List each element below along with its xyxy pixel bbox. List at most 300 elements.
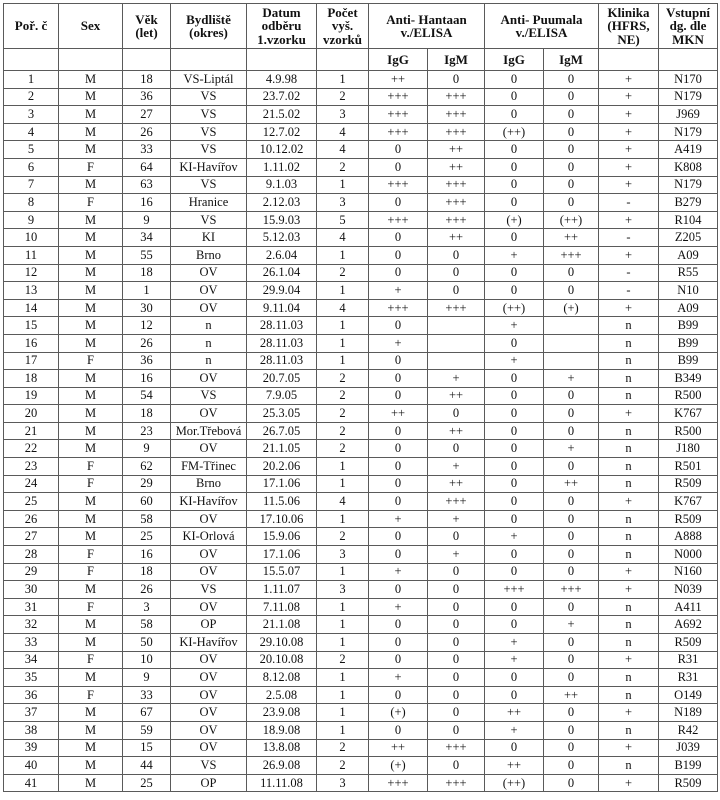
cell-puumala-igm [544,352,599,370]
cell-sex: F [59,458,123,476]
cell-puumala-igm: + [544,370,599,388]
cell-diagnosis: R104 [659,211,718,229]
cell-puumala-igm: 0 [544,634,599,652]
cell-clinic: n [599,546,659,564]
cell-order: 25 [4,493,59,511]
cell-sample-date: 17.1.06 [247,546,317,564]
table-row [4,334,718,352]
cell-puumala-igm: 0 [544,510,599,528]
cell-order: 13 [4,282,59,300]
cell-sample-count: 5 [317,211,369,229]
cell-age: 33 [123,141,171,159]
cell-age: 26 [123,581,171,599]
header-anti-puumala: Anti- Puumala v./ELISA [485,4,599,49]
cell-hantaan-igg: +++ [369,211,428,229]
cell-sample-count: 3 [317,546,369,564]
cell-residence: OV [171,405,247,423]
cell-sex: M [59,422,123,440]
cell-residence: VS-Liptál [171,71,247,89]
subheader-blank [4,49,59,71]
cell-sample-date: 21.5.02 [247,106,317,124]
cell-hantaan-igm: +++ [428,774,485,792]
cell-age: 3 [123,598,171,616]
cell-hantaan-igm: + [428,510,485,528]
cell-sample-date: 7.11.08 [247,598,317,616]
cell-diagnosis: J039 [659,739,718,757]
cell-clinic: n [599,422,659,440]
cell-puumala-igm: 0 [544,71,599,89]
cell-hantaan-igm: +++ [428,194,485,212]
cell-sex: M [59,229,123,247]
cell-puumala-igg: 0 [485,370,544,388]
table-row [4,721,718,739]
cell-hantaan-igm: 0 [428,405,485,423]
subheader-blank [247,49,317,71]
cell-clinic: n [599,598,659,616]
cell-sample-date: 29.9.04 [247,282,317,300]
cell-puumala-igg: 0 [485,194,544,212]
cell-residence: OV [171,669,247,687]
cell-diagnosis: R509 [659,634,718,652]
cell-sex: M [59,71,123,89]
cell-puumala-igm: 0 [544,141,599,159]
table-row [4,405,718,423]
cell-hantaan-igg: + [369,563,428,581]
cell-sex: M [59,88,123,106]
cell-sex: M [59,405,123,423]
cell-residence: Brno [171,475,247,493]
cell-hantaan-igg: 0 [369,422,428,440]
cell-hantaan-igg: (+) [369,704,428,722]
cell-age: 50 [123,634,171,652]
cell-hantaan-igg: 0 [369,387,428,405]
cell-diagnosis: B99 [659,352,718,370]
subheader-puumala-igg: IgG [485,49,544,71]
cell-order: 41 [4,774,59,792]
cell-age: 16 [123,194,171,212]
cell-diagnosis: R500 [659,387,718,405]
cell-puumala-igg: + [485,651,544,669]
cell-hantaan-igm: 0 [428,757,485,775]
cell-sample-count: 1 [317,563,369,581]
cell-order: 9 [4,211,59,229]
table-row [4,106,718,124]
cell-sample-date: 26.1.04 [247,264,317,282]
cell-residence: KI-Havířov [171,493,247,511]
cell-age: 54 [123,387,171,405]
cell-hantaan-igm: 0 [428,440,485,458]
cell-age: 62 [123,458,171,476]
cell-sample-count: 1 [317,598,369,616]
cell-hantaan-igm: ++ [428,229,485,247]
cell-puumala-igg: 0 [485,475,544,493]
cell-hantaan-igg: 0 [369,686,428,704]
cell-puumala-igm: 0 [544,282,599,300]
cell-residence: VS [171,123,247,141]
cell-sample-count: 2 [317,405,369,423]
cell-puumala-igg: 0 [485,158,544,176]
cell-order: 21 [4,422,59,440]
cell-residence: VS [171,106,247,124]
cell-clinic: n [599,387,659,405]
cell-hantaan-igm: ++ [428,422,485,440]
cell-residence: OV [171,370,247,388]
table-row [4,528,718,546]
cell-puumala-igm: 0 [544,704,599,722]
cell-puumala-igg: + [485,721,544,739]
cell-diagnosis: R501 [659,458,718,476]
cell-hantaan-igm: 0 [428,71,485,89]
cell-clinic: n [599,528,659,546]
cell-residence: KI [171,229,247,247]
cell-sex: F [59,598,123,616]
cell-puumala-igm: (+) [544,299,599,317]
cell-age: 64 [123,158,171,176]
cell-hantaan-igg: 0 [369,141,428,159]
cell-hantaan-igg: 0 [369,264,428,282]
cell-puumala-igg: (++) [485,123,544,141]
cell-sample-count: 1 [317,475,369,493]
cell-diagnosis: B279 [659,194,718,212]
cell-residence: VS [171,387,247,405]
cell-sample-count: 2 [317,528,369,546]
cell-hantaan-igg: + [369,334,428,352]
cell-hantaan-igg: 0 [369,721,428,739]
cell-sample-date: 15.9.03 [247,211,317,229]
cell-age: 18 [123,264,171,282]
cell-sample-date: 4.9.98 [247,71,317,89]
cell-residence: OV [171,721,247,739]
cell-sample-count: 3 [317,194,369,212]
cell-order: 16 [4,334,59,352]
cell-sample-date: 7.9.05 [247,387,317,405]
cell-puumala-igg: ++ [485,757,544,775]
cell-residence: OV [171,264,247,282]
cell-puumala-igm: 0 [544,774,599,792]
cell-sample-date: 9.11.04 [247,299,317,317]
cell-sex: F [59,546,123,564]
cell-order: 1 [4,71,59,89]
table-row [4,493,718,511]
cell-puumala-igm: 0 [544,546,599,564]
cell-puumala-igm: 0 [544,721,599,739]
cell-puumala-igg: 0 [485,493,544,511]
cell-hantaan-igg: +++ [369,88,428,106]
cell-sex: M [59,141,123,159]
table-row [4,686,718,704]
cell-hantaan-igm [428,334,485,352]
cell-age: 25 [123,774,171,792]
cell-order: 27 [4,528,59,546]
cell-hantaan-igg: (+) [369,757,428,775]
cell-puumala-igm: 0 [544,176,599,194]
cell-hantaan-igg: +++ [369,106,428,124]
cell-age: 18 [123,71,171,89]
cell-puumala-igm: 0 [544,194,599,212]
cell-sample-count: 1 [317,246,369,264]
cell-sample-count: 1 [317,704,369,722]
cell-puumala-igg: + [485,317,544,335]
header-anti-hantaan: Anti- Hantaan v./ELISA [369,4,485,49]
cell-clinic: + [599,299,659,317]
cell-puumala-igg: + [485,246,544,264]
cell-puumala-igm: 0 [544,88,599,106]
cell-order: 10 [4,229,59,247]
table-row [4,211,718,229]
cell-clinic: n [599,317,659,335]
cell-order: 20 [4,405,59,423]
subheader-row [4,49,718,71]
cell-hantaan-igg: 0 [369,246,428,264]
cell-residence: Hranice [171,194,247,212]
cell-diagnosis: N179 [659,176,718,194]
cell-sample-count: 1 [317,721,369,739]
cell-residence: n [171,334,247,352]
cell-sample-count: 1 [317,176,369,194]
cell-hantaan-igg: 0 [369,440,428,458]
cell-diagnosis: R31 [659,651,718,669]
cell-sample-date: 2.6.04 [247,246,317,264]
cell-sample-count: 4 [317,299,369,317]
cell-diagnosis: O149 [659,686,718,704]
cell-order: 34 [4,651,59,669]
header-sex: Sex [59,4,123,49]
cell-sex: M [59,334,123,352]
cell-order: 26 [4,510,59,528]
table-row [4,581,718,599]
cell-age: 36 [123,88,171,106]
cell-age: 9 [123,211,171,229]
cell-hantaan-igm: 0 [428,651,485,669]
cell-clinic: + [599,774,659,792]
cell-puumala-igm: 0 [544,422,599,440]
cell-hantaan-igm: + [428,546,485,564]
cell-age: 58 [123,510,171,528]
cell-residence: OV [171,510,247,528]
cell-order: 28 [4,546,59,564]
cell-hantaan-igg: ++ [369,71,428,89]
cell-hantaan-igg: 0 [369,458,428,476]
cell-puumala-igm: 0 [544,669,599,687]
cell-age: 29 [123,475,171,493]
cell-clinic: + [599,651,659,669]
subheader-hantaan-igm: IgM [428,49,485,71]
cell-sex: F [59,158,123,176]
cell-diagnosis: N000 [659,546,718,564]
cell-hantaan-igg: + [369,669,428,687]
cell-sample-date: 1.11.07 [247,581,317,599]
cell-hantaan-igg: +++ [369,774,428,792]
cell-hantaan-igm: + [428,370,485,388]
cell-sample-date: 21.1.05 [247,440,317,458]
table-row [4,757,718,775]
cell-age: 59 [123,721,171,739]
cell-sample-count: 1 [317,71,369,89]
cell-puumala-igg: 0 [485,422,544,440]
cell-diagnosis: N179 [659,88,718,106]
cell-sample-count: 1 [317,634,369,652]
cell-residence: OP [171,774,247,792]
table-row [4,669,718,687]
cell-age: 23 [123,422,171,440]
cell-diagnosis: R500 [659,422,718,440]
cell-puumala-igg: (++) [485,299,544,317]
cell-diagnosis: A692 [659,616,718,634]
cell-puumala-igg: 0 [485,598,544,616]
cell-sample-date: 28.11.03 [247,352,317,370]
cell-puumala-igg: + [485,634,544,652]
cell-residence: OV [171,598,247,616]
cell-puumala-igm: + [544,440,599,458]
cell-puumala-igg: 0 [485,229,544,247]
cell-sex: M [59,634,123,652]
cell-order: 11 [4,246,59,264]
cell-sex: M [59,123,123,141]
cell-age: 26 [123,123,171,141]
cell-sample-count: 4 [317,493,369,511]
header-residence: Bydliště (okres) [171,4,247,49]
cell-order: 38 [4,721,59,739]
cell-clinic: + [599,581,659,599]
cell-clinic: n [599,721,659,739]
cell-sample-count: 2 [317,370,369,388]
cell-hantaan-igm: 0 [428,282,485,300]
cell-puumala-igg: ++ [485,704,544,722]
cell-sex: M [59,176,123,194]
cell-residence: OV [171,651,247,669]
table-row [4,440,718,458]
cell-residence: OV [171,440,247,458]
table-row [4,264,718,282]
cell-sex: M [59,282,123,300]
cell-diagnosis: B349 [659,370,718,388]
cell-puumala-igg: 0 [485,686,544,704]
cell-sex: M [59,211,123,229]
cell-sex: M [59,721,123,739]
cell-sample-date: 15.9.06 [247,528,317,546]
cell-sample-date: 15.5.07 [247,563,317,581]
cell-sex: M [59,774,123,792]
cell-hantaan-igg: 0 [369,352,428,370]
cell-sample-date: 29.10.08 [247,634,317,652]
cell-diagnosis: N179 [659,123,718,141]
cell-sample-count: 1 [317,352,369,370]
cell-hantaan-igm: 0 [428,704,485,722]
cell-residence: OV [171,686,247,704]
cell-diagnosis: N10 [659,282,718,300]
cell-age: 16 [123,370,171,388]
cell-age: 18 [123,405,171,423]
table-row [4,563,718,581]
table-row [4,422,718,440]
cell-diagnosis: K767 [659,493,718,511]
cell-puumala-igg: 0 [485,334,544,352]
cell-sample-date: 20.7.05 [247,370,317,388]
cell-age: 27 [123,106,171,124]
cell-residence: OP [171,616,247,634]
cell-sex: F [59,194,123,212]
cell-residence: OV [171,546,247,564]
cell-puumala-igg: 0 [485,546,544,564]
cell-residence: OV [171,299,247,317]
table-row [4,704,718,722]
cell-hantaan-igm: +++ [428,88,485,106]
table-row [4,194,718,212]
header-diagnosis: Vstupní dg. dle MKN [659,4,718,49]
cell-diagnosis: K808 [659,158,718,176]
cell-diagnosis: A419 [659,141,718,159]
cell-puumala-igg: 0 [485,106,544,124]
cell-sex: M [59,440,123,458]
cell-sex: M [59,493,123,511]
cell-order: 15 [4,317,59,335]
table-row [4,88,718,106]
cell-sex: M [59,616,123,634]
cell-hantaan-igg: 0 [369,493,428,511]
cell-puumala-igm: 0 [544,493,599,511]
cell-hantaan-igg: 0 [369,616,428,634]
cell-sample-date: 10.12.02 [247,141,317,159]
subheader-hantaan-igg: IgG [369,49,428,71]
cell-hantaan-igg: 0 [369,528,428,546]
cell-diagnosis: R42 [659,721,718,739]
cell-clinic: n [599,686,659,704]
cell-sample-count: 1 [317,317,369,335]
cell-puumala-igg: 0 [485,264,544,282]
cell-diagnosis: R509 [659,475,718,493]
cell-puumala-igm [544,317,599,335]
cell-sample-date: 26.9.08 [247,757,317,775]
cell-age: 36 [123,352,171,370]
cell-residence: OV [171,739,247,757]
cell-hantaan-igm: 0 [428,264,485,282]
cell-residence: Brno [171,246,247,264]
cell-residence: VS [171,211,247,229]
table-row [4,774,718,792]
cell-order: 8 [4,194,59,212]
cell-sample-count: 2 [317,387,369,405]
cell-sample-count: 3 [317,581,369,599]
cell-order: 18 [4,370,59,388]
table-row [4,317,718,335]
cell-sample-date: 12.7.02 [247,123,317,141]
cell-clinic: + [599,739,659,757]
cell-hantaan-igm: 0 [428,528,485,546]
cell-sex: M [59,510,123,528]
header-sample-date: Datum odběru 1.vzorku [247,4,317,49]
table-body [4,71,718,792]
cell-clinic: n [599,458,659,476]
cell-residence: KI-Havířov [171,634,247,652]
header-age: Věk (let) [123,4,171,49]
cell-sex: M [59,739,123,757]
cell-age: 10 [123,651,171,669]
table-row [4,71,718,89]
cell-hantaan-igg: +++ [369,299,428,317]
cell-hantaan-igg: + [369,598,428,616]
cell-hantaan-igm: ++ [428,158,485,176]
cell-sample-date: 20.2.06 [247,458,317,476]
cell-clinic: - [599,194,659,212]
cell-puumala-igm: ++ [544,229,599,247]
cell-sample-count: 2 [317,739,369,757]
cell-sex: M [59,299,123,317]
cell-age: 9 [123,669,171,687]
cell-clinic: + [599,704,659,722]
cell-sample-count: 2 [317,264,369,282]
cell-diagnosis: N170 [659,71,718,89]
cell-puumala-igm: 0 [544,528,599,546]
